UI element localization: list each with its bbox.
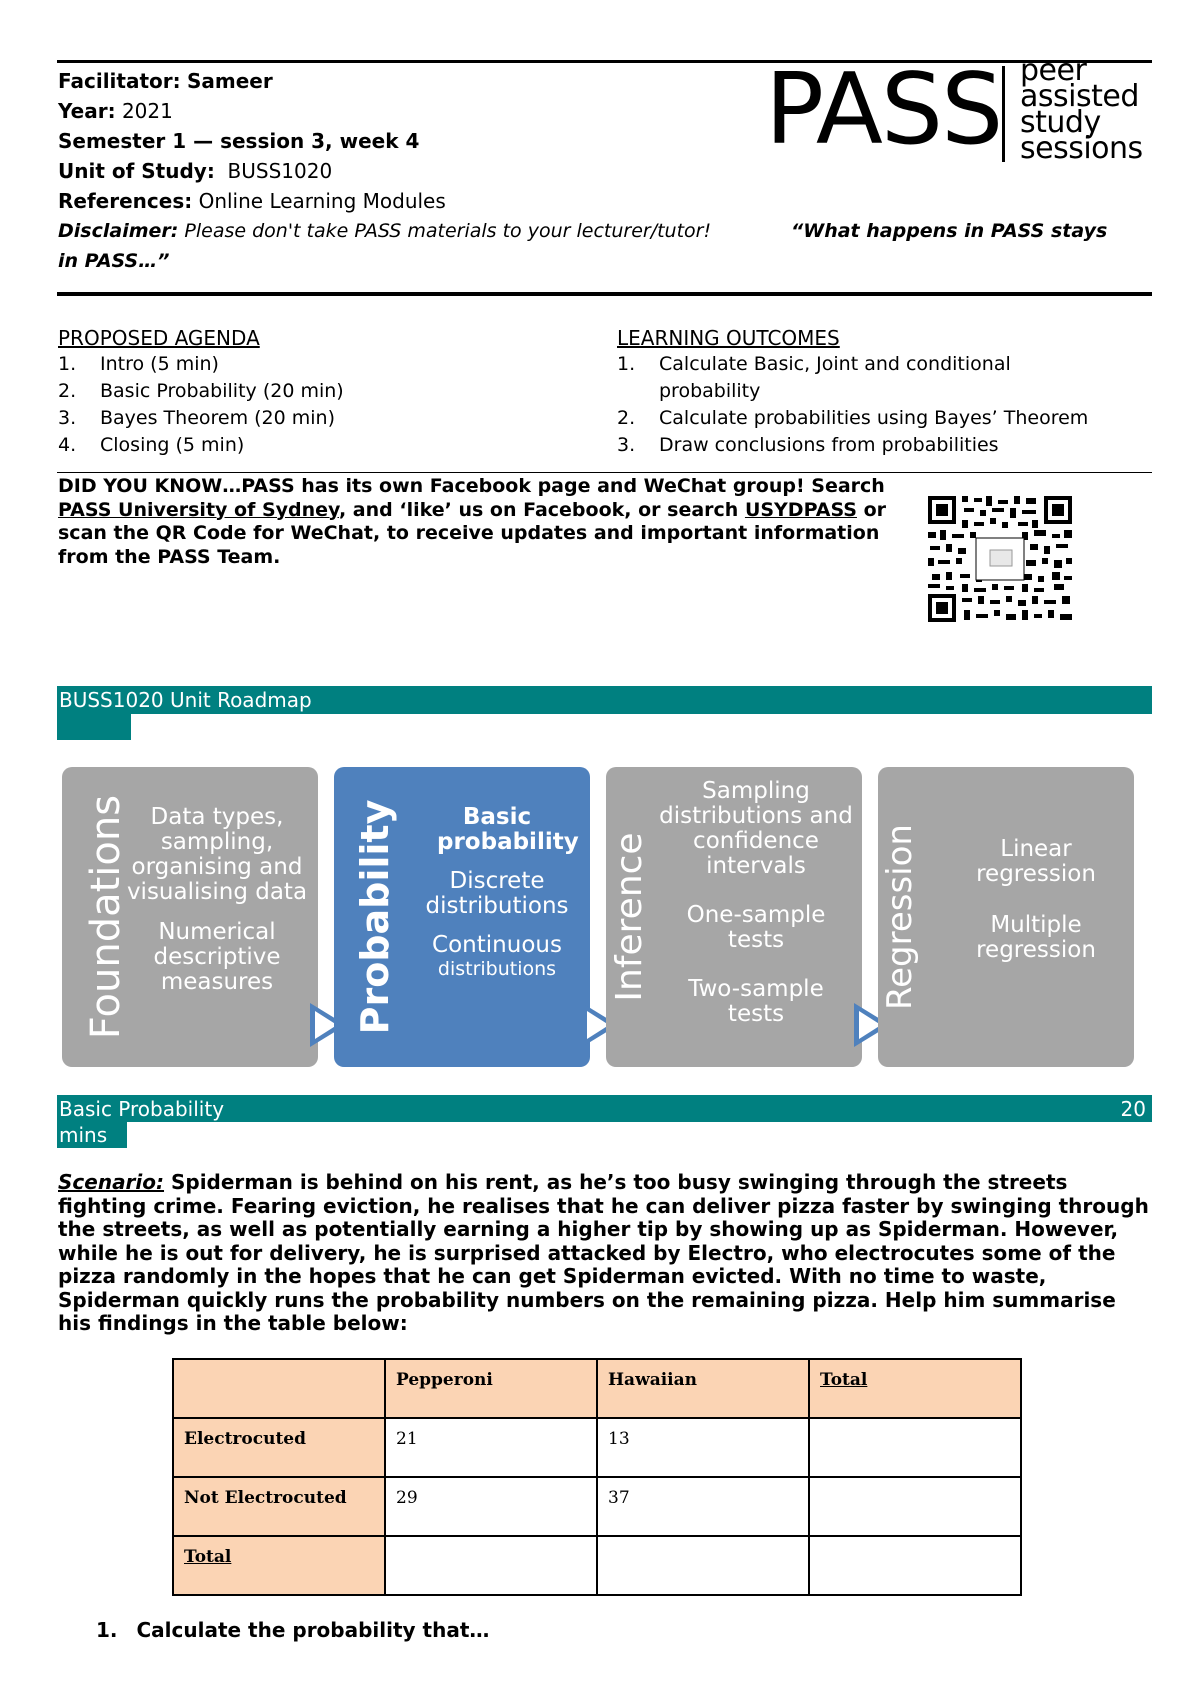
year-line: Year: 2021 [58,99,173,123]
wechat-qr-code [926,494,1074,624]
list-item: 3. Draw conclusions from probabilities [617,434,999,456]
scenario-label: Scenario: [58,1170,165,1194]
list-item: 1. Intro (5 min) [58,353,219,375]
stage-text: Data types, sampling, organising and visualising data Numerical descriptive measures [126,804,308,995]
outcomes-list [617,351,1137,459]
facebook-link[interactable]: PASS University of Sydney [58,498,339,521]
section-duration: 20 [1120,1097,1146,1121]
agenda-list [58,351,578,459]
logo-divider [1002,66,1005,162]
table-row [173,1359,1021,1418]
disclaimer-line: Disclaimer: Please don't take PASS materials to your lecturer/tutor! “What happens in PASS stays [58,220,1108,242]
table-cell: 21 [385,1418,597,1477]
roadmap-stage-regression [878,767,1134,1067]
table-cell [597,1536,809,1595]
table-row-label: Electrocuted [173,1418,385,1477]
stage-text: Sampling distributions and confidence intervals One-sample tests Two-sample tests [659,778,853,1027]
table-cell [809,1418,1021,1477]
table-cell [173,1359,385,1418]
table-cell [809,1536,1021,1595]
pass-logo: PASS [765,53,1002,167]
agenda-section [58,325,578,459]
stage-heading: Inference [609,832,650,1002]
list-item: 1. Calculate Basic, Joint and conditional probability [617,353,1011,402]
references-line: References: Online Learning Modules [58,189,446,213]
header-rule [57,292,1152,296]
quote-continued: in PASS…” [58,250,170,272]
outcomes-section [617,325,1137,459]
qr-code-icon [926,494,1074,624]
did-you-know: DID YOU KNOW…PASS has its own Facebook page and WeChat group! Search PASS University of Sydney, and ‘like’ us on Facebook, or search USYDPASS or scan the QR Code for WeChat, to receive updates and important information from the PASS Team. [58,475,887,568]
list-item: 4. Closing (5 min) [58,434,245,456]
section-title: Basic Probability [59,1097,225,1121]
table-row [173,1477,1021,1536]
roadmap-stage-foundations [62,767,318,1067]
pizza-table [172,1358,1022,1596]
stage-heading: Regression [880,824,920,1010]
table-cell: 29 [385,1477,597,1536]
list-item: 3. Bayes Theorem (20 min) [58,407,336,429]
outcomes-title: LEARNING OUTCOMES [617,326,840,350]
section-duration-unit: mins [59,1123,108,1147]
stage-text: Linear regression Multiple regression [976,836,1096,963]
table-cell: 37 [597,1477,809,1536]
agenda-title: PROPOSED AGENDA [58,326,260,350]
pass-logo-subtitle: peer assisted study sessions [1020,53,1143,166]
table-header-cell: Pepperoni [385,1359,597,1418]
semester-line: Semester 1 — session 3, week 4 [58,129,420,153]
basic-probability-tab [57,1122,127,1148]
table-row-label: Not Electrocuted [173,1477,385,1536]
list-item: 2. Calculate probabilities using Bayes’ Theorem [617,407,1089,429]
stage-heading: Probability [353,799,397,1035]
question-text: Calculate the probability that… [136,1618,490,1642]
basic-probability-bar [57,1095,1152,1122]
roadmap-title-bar [57,686,1152,714]
section-rule [57,472,1152,473]
table-cell [385,1536,597,1595]
table-header-cell: Total [809,1359,1021,1418]
scenario-text: Scenario: Spiderman is behind on his rent, as he’s too busy swinging through the streets fighting crime. Fearing eviction, he realises that he can deliver pizza faster by swinging through the streets, as well as potentially earning a higher tip by showing up as Spiderman. However, while he is out for delivery, he is surprised attacked by Electro, who electrocutes some of the pizza randomly in the hopes that he can get Spiderman evicted. With no time to waste, Spiderman quickly runs the probability numbers on the remaining pizza. Help him summarise his findings in the table below: [58,1170,1149,1335]
facilitator-line: Facilitator: Sameer [58,69,273,93]
table-row [173,1536,1021,1595]
unit-line: Unit of Study: BUSS1020 [58,159,333,183]
question-number: 1. [96,1618,118,1642]
table-row-label: Total [173,1536,385,1595]
roadmap-stage-probability [334,767,590,1067]
roadmap-title-tab [57,714,131,740]
table-row [173,1418,1021,1477]
table-header-cell: Hawaiian [597,1359,809,1418]
table-cell [809,1477,1021,1536]
question-1 [96,1617,489,1643]
table-cell: 13 [597,1418,809,1477]
stage-heading: Foundations [83,794,129,1040]
wechat-link[interactable]: USYDPASS [744,498,857,521]
list-item: 2. Basic Probability (20 min) [58,380,344,402]
stage-text: Basic probability Discrete distributions Continuous distributions [425,804,579,980]
roadmap-stage-inference [606,767,862,1067]
roadmap-title: BUSS1020 Unit Roadmap [59,688,312,712]
